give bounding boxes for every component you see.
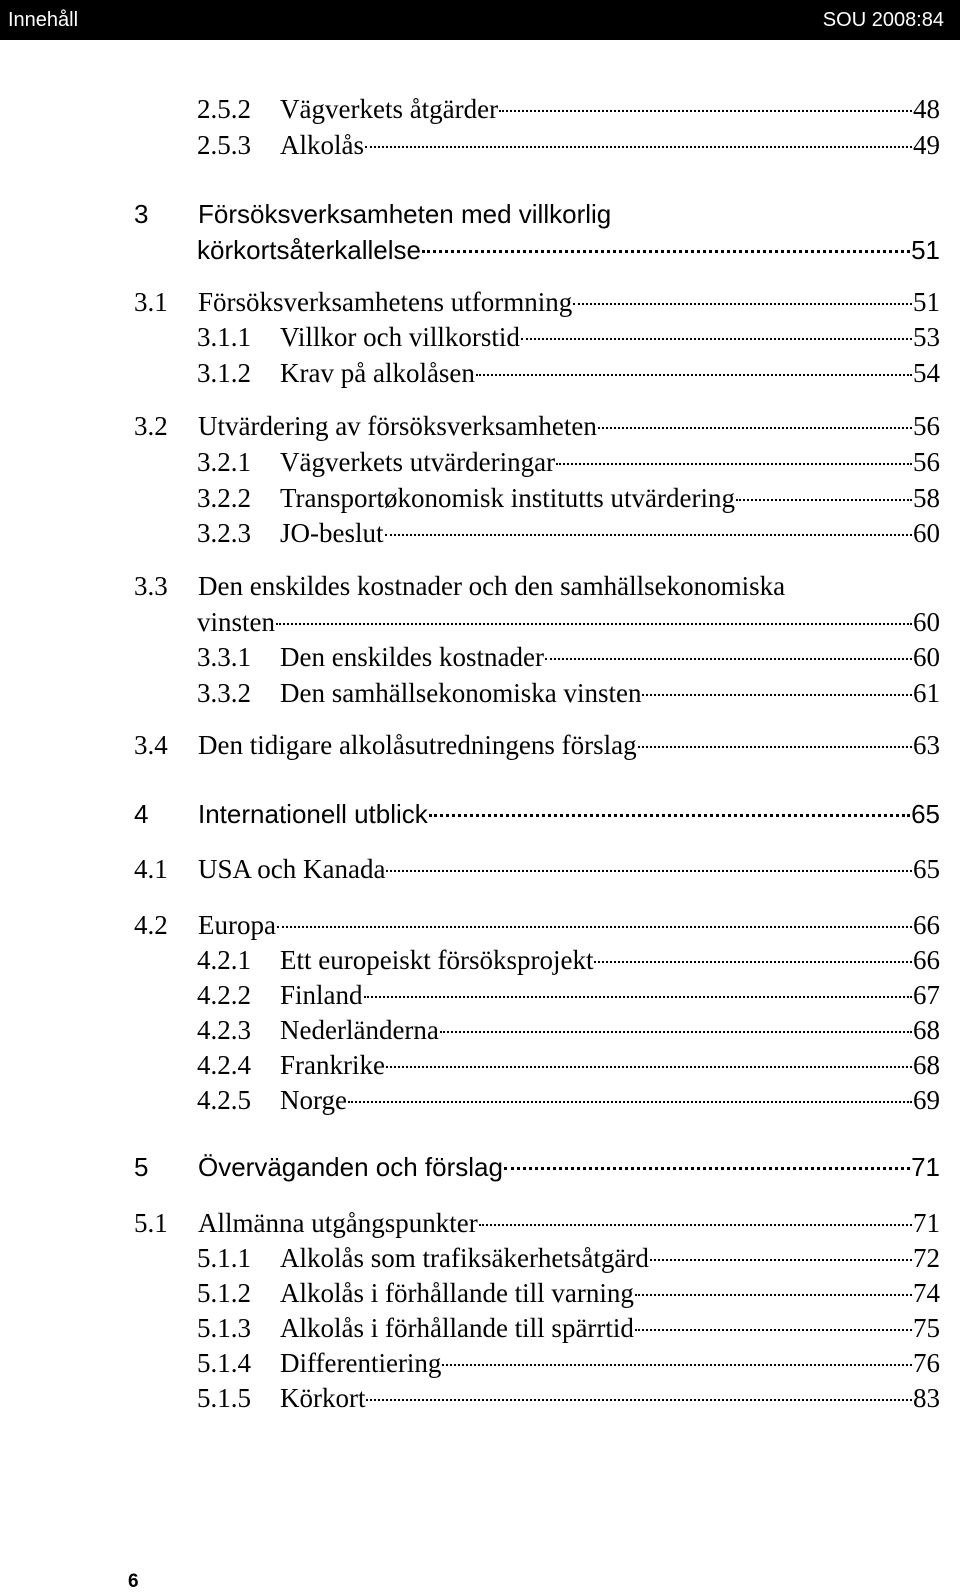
dot-leader (386, 1066, 912, 1068)
toc-entry-number: 4.2.4 (197, 1050, 251, 1080)
toc-entry-title: Den enskildes kostnader (280, 642, 544, 672)
toc-entry-title: Överväganden och förslag (198, 1152, 503, 1182)
toc-entry-page: 48 (913, 94, 940, 124)
dot-leader (476, 374, 912, 376)
toc-entry[interactable] (134, 408, 940, 444)
toc-entry[interactable] (197, 1275, 940, 1311)
toc-entry[interactable] (197, 675, 940, 711)
toc-entry-title: Transportøkonomisk institutts utvärdering (280, 483, 736, 513)
page-number: 6 (128, 1571, 139, 1592)
toc-entry[interactable] (197, 1240, 940, 1276)
header-document-id: SOU 2008:84 (822, 9, 944, 31)
toc-entry-title: Försöksverksamhetens utformning (198, 287, 573, 317)
toc-entry-page: 51 (913, 287, 940, 317)
toc-entry[interactable] (134, 907, 940, 943)
toc-entry-title: vinsten (197, 607, 275, 637)
dot-leader (504, 1167, 910, 1170)
toc-entry-title: Den tidigare alkolåsutredningens förslag (198, 730, 637, 760)
toc-entry-number: 4.2 (134, 910, 168, 940)
toc-entry-title: Ett europeiskt försöksprojekt (280, 945, 594, 975)
toc-entry-number: 3.2 (134, 411, 168, 441)
toc-entry[interactable] (197, 977, 940, 1013)
dot-leader (277, 926, 912, 928)
toc-entry-page: 71 (911, 1152, 940, 1182)
toc-entry-title: Alkolås i förhållande till spärrtid (280, 1313, 634, 1343)
toc-chapter-entry[interactable] (134, 796, 940, 832)
toc-entry[interactable] (197, 1047, 940, 1083)
toc-chapter-number: 4 (134, 799, 149, 829)
toc-entry-page: 56 (913, 411, 940, 441)
toc-entry-page: 65 (911, 799, 940, 829)
toc-entry-first-line (134, 568, 785, 604)
toc-entry-number: 3.3.2 (197, 678, 251, 708)
dot-leader (598, 427, 912, 429)
toc-entry[interactable] (197, 319, 940, 355)
toc-entry-page: 69 (913, 1085, 940, 1115)
dot-leader (521, 338, 912, 340)
toc-entry-title: Alkolås som trafiksäkerhetsåtgärd (280, 1243, 649, 1273)
dot-leader (442, 1364, 912, 1366)
dot-leader (429, 814, 910, 817)
toc-entry-page: 49 (913, 130, 940, 160)
toc-entry-page: 68 (913, 1015, 940, 1045)
toc-chapter-title-line1: Försöksverksamheten med villkorlig (198, 199, 612, 229)
toc-entry-number: 5.1.3 (197, 1313, 251, 1343)
toc-entry[interactable] (197, 1345, 940, 1381)
toc-entry-page: 51 (911, 235, 940, 265)
toc-chapter-entry[interactable] (134, 1149, 940, 1185)
dot-leader (479, 1224, 912, 1226)
toc-entry-title: Internationell utblick (198, 799, 428, 829)
toc-entry-number: 5.1.4 (197, 1348, 251, 1378)
toc-entry-title: Körkort (280, 1383, 366, 1413)
toc-entry-number: 5.1.5 (197, 1383, 251, 1413)
toc-entry-page: 67 (913, 980, 940, 1010)
toc-entry[interactable] (134, 727, 940, 763)
toc-entry[interactable] (197, 515, 940, 551)
toc-entry-title: JO-beslut (280, 518, 384, 548)
toc-chapter-number: 5 (134, 1152, 149, 1182)
dot-leader (635, 1329, 912, 1331)
toc-entry-title: Europa (198, 910, 276, 940)
toc-entry-number: 4.2.3 (197, 1015, 251, 1045)
toc-entry[interactable] (134, 1205, 940, 1241)
dot-leader (440, 1031, 912, 1033)
toc-entry-title-line1: Den enskildes kostnader och den samhällsekonomiska (198, 571, 786, 601)
dot-leader (594, 961, 912, 963)
dot-leader (422, 250, 910, 253)
toc-entry-number: 2.5.2 (197, 94, 251, 124)
dot-leader (365, 146, 912, 148)
dot-leader (635, 1294, 912, 1296)
toc-entry-page: 58 (913, 483, 940, 513)
toc-entry-number: 5.1.2 (197, 1278, 251, 1308)
toc-chapter-number: 3 (134, 199, 149, 229)
toc-entry-title: Finland (280, 980, 363, 1010)
toc-entry-number: 5.1 (134, 1208, 168, 1238)
toc-entry-title: Allmänna utgångspunkter (198, 1208, 478, 1238)
toc-entry-number: 3.1.1 (197, 322, 251, 352)
toc-entry-title: Norge (280, 1085, 347, 1115)
toc-entry-number: 3.1.2 (197, 358, 251, 388)
toc-entry-number: 3.3.1 (197, 642, 251, 672)
dot-leader (556, 463, 912, 465)
toc-entry[interactable] (197, 604, 940, 640)
toc-entry-page: 56 (913, 447, 940, 477)
toc-entry[interactable] (197, 127, 940, 163)
toc-entry-number: 2.5.3 (197, 130, 251, 160)
dot-leader (385, 534, 913, 536)
dot-leader (386, 870, 912, 872)
toc-entry-page: 66 (913, 910, 940, 940)
toc-entry-page: 53 (913, 322, 940, 352)
toc-entry-number: 3.2.2 (197, 483, 251, 513)
toc-entry-number: 4.2.5 (197, 1085, 251, 1115)
dot-leader (638, 746, 912, 748)
dot-leader (366, 1399, 912, 1401)
toc-entry-title: Differentiering (280, 1348, 442, 1378)
dot-leader (573, 303, 912, 305)
toc-entry-page: 68 (913, 1050, 940, 1080)
toc-entry-page: 66 (913, 945, 940, 975)
toc-entry[interactable] (197, 444, 940, 480)
toc-entry-title: Alkolås (280, 130, 364, 160)
toc-entry-page: 75 (913, 1313, 940, 1343)
toc-entry[interactable] (134, 851, 940, 887)
toc-entry-number: 3.2.1 (197, 447, 251, 477)
toc-entry-number: 3.3 (134, 571, 168, 601)
toc-entry-number: 5.1.1 (197, 1243, 251, 1273)
toc-entry-page: 63 (913, 730, 940, 760)
toc-entry[interactable] (197, 355, 940, 391)
toc-entry[interactable] (197, 1082, 940, 1118)
toc-entry-page: 54 (913, 358, 940, 388)
toc-entry[interactable] (134, 284, 940, 320)
toc-entry[interactable] (197, 480, 940, 516)
dot-leader (545, 658, 912, 660)
toc-entry[interactable] (197, 1380, 940, 1416)
toc-entry-number: 3.4 (134, 730, 168, 760)
toc-entry-title: Krav på alkolåsen (280, 358, 475, 388)
toc-entry-page: 65 (913, 854, 940, 884)
toc-chapter-entry[interactable] (197, 232, 940, 268)
toc-entry-page: 60 (913, 607, 940, 637)
toc-entry-page: 60 (913, 642, 940, 672)
toc-entry-title: Utvärdering av försöksverksamheten (198, 411, 597, 441)
toc-entry-page: 61 (913, 678, 940, 708)
toc-entry-title: Den samhällsekonomiska vinsten (280, 678, 642, 708)
toc-entry-page: 74 (913, 1278, 940, 1308)
toc-entry-page: 76 (913, 1348, 940, 1378)
dot-leader (276, 623, 912, 625)
header-section-title: Innehåll (8, 9, 79, 31)
dot-leader (364, 996, 912, 998)
toc-entry[interactable] (197, 1012, 940, 1048)
toc-entry-title: Frankrike (280, 1050, 385, 1080)
dot-leader (348, 1101, 912, 1103)
toc-entry[interactable] (197, 1310, 940, 1346)
toc-entry-page: 72 (913, 1243, 940, 1273)
toc-entry-number: 4.2.2 (197, 980, 251, 1010)
toc-entry-page: 83 (913, 1383, 940, 1413)
toc-entry-page: 60 (913, 518, 940, 548)
dot-leader (642, 694, 912, 696)
toc-entry-title: körkortsåterkallelse (197, 235, 421, 265)
toc-entry-number: 4.1 (134, 854, 168, 884)
dot-leader (736, 499, 912, 501)
toc-entry-number: 3.2.3 (197, 518, 251, 548)
toc-entry-title: Vägverkets åtgärder (280, 94, 499, 124)
toc-entry-title: Alkolås i förhållande till varning (280, 1278, 634, 1308)
toc-entry-number: 3.1 (134, 287, 168, 317)
toc-entry[interactable] (197, 639, 940, 675)
toc-entry[interactable] (197, 942, 940, 978)
toc-entry-title: Nederländerna (280, 1015, 439, 1045)
toc-entry-title: USA och Kanada (198, 854, 386, 884)
toc-entry-title: Vägverkets utvärderingar (280, 447, 556, 477)
dot-leader (499, 110, 912, 112)
toc-entry-page: 71 (913, 1208, 940, 1238)
toc-entry[interactable] (197, 91, 940, 127)
toc-entry-title: Villkor och villkorstid (280, 322, 520, 352)
toc-chapter-first-line (134, 196, 611, 232)
toc-entry-number: 4.2.1 (197, 945, 251, 975)
dot-leader (650, 1259, 912, 1261)
